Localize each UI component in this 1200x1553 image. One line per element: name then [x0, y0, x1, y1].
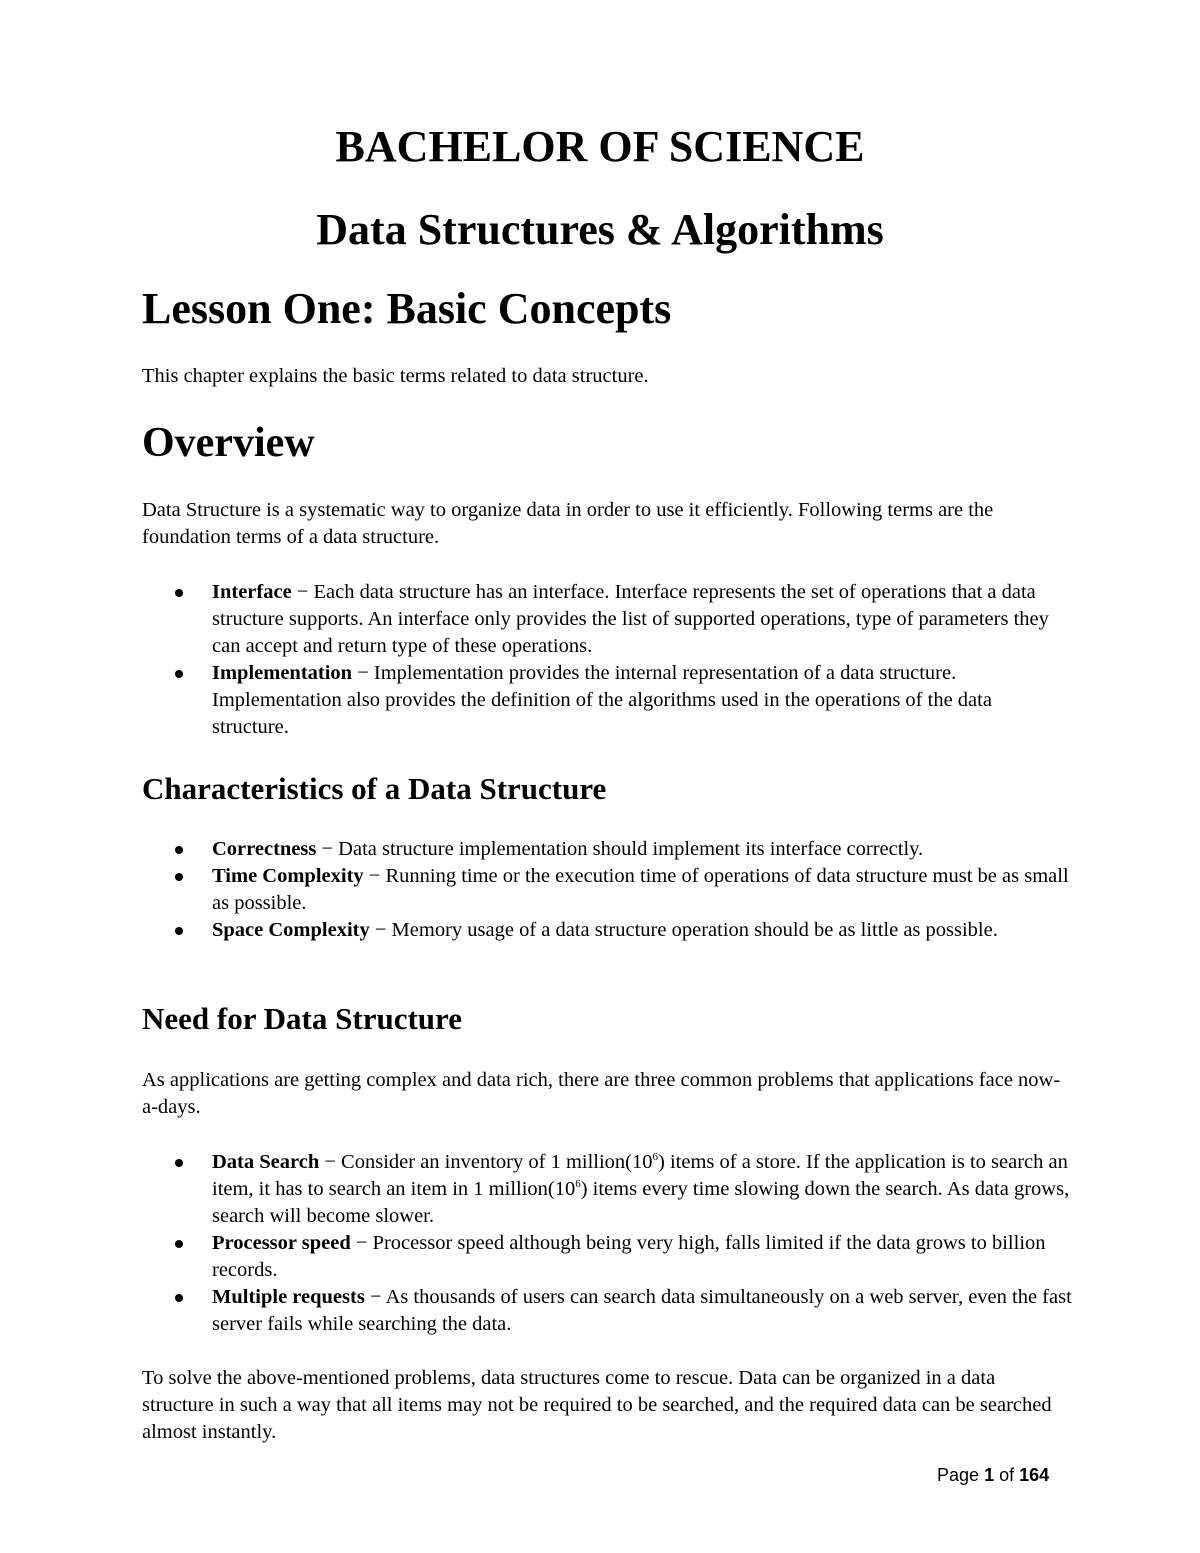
page-footer — [937, 1466, 1049, 1484]
exponent-a: 6 — [652, 1151, 659, 1164]
bullet-icon — [175, 670, 183, 678]
document-subtitle: Data Structures & Algorithms — [316, 205, 884, 254]
characteristics-list — [142, 836, 1072, 944]
definition-interface: − Each data structure has an interface. Interface represents the set of operations that a data structure supports. An interface only provides the list of supported operations, type of parameters they can accept and return type of these operations. — [212, 581, 1049, 657]
need-paragraph: As applications are getting complex and data rich, there are three common problems that applications face now-a-days. — [142, 1069, 1061, 1118]
intro-paragraph: This chapter explains the basic terms related to data structure. — [142, 365, 649, 387]
list-item-time-complexity — [142, 863, 1072, 917]
list-item-correctness — [142, 836, 1072, 863]
closing-paragraph: To solve the above-mentioned problems, data structures come to rescue. Data can be organized in a data structure in such a way that all items may not be required to be searched, and the required data can be searched almost instantly. — [142, 1367, 1052, 1443]
bullet-icon — [175, 589, 183, 597]
definition-implementation: − Implementation provides the internal representation of a data structure. Implementation also provides the definition of the algorithms used in the operations of the data structure. — [212, 662, 992, 738]
term-space-complexity: Space Complexity — [212, 919, 370, 941]
list-item-data-search — [142, 1149, 1072, 1230]
definition-processor-speed: − Processor speed although being very high, falls limited if the data grows to billion records. — [212, 1232, 1046, 1281]
definition-data-search-part-a: − Consider an inventory of 1 million(10 — [319, 1151, 653, 1173]
bullet-icon — [175, 1294, 183, 1302]
definition-data-search-part-b: ) items of a store. If the application is to search an item, it has to search an item in 1 million(10 — [212, 1151, 1068, 1200]
list-item-processor-speed — [142, 1230, 1072, 1284]
need-list — [142, 1149, 1072, 1338]
of-label: of — [999, 1465, 1015, 1485]
characteristics-heading: Characteristics of a Data Structure — [142, 771, 607, 806]
bullet-icon — [175, 1159, 183, 1167]
definition-time-complexity: − Running time or the execution time of operations of data structure must be as small as possible. — [212, 865, 1069, 914]
list-item-multiple-requests — [142, 1284, 1072, 1338]
overview-list — [142, 579, 1072, 741]
need-heading: Need for Data Structure — [142, 1001, 462, 1036]
list-item-implementation — [142, 660, 1072, 741]
term-implementation: Implementation — [212, 662, 353, 684]
term-data-search: Data Search — [212, 1151, 320, 1173]
lesson-heading: Lesson One: Basic Concepts — [142, 284, 672, 333]
overview-paragraph: Data Structure is a systematic way to organize data in order to use it efficiently. Following terms are the foundation terms of a data structure. — [142, 499, 994, 548]
page-label: Page — [937, 1465, 980, 1485]
exponent-b: 6 — [575, 1178, 581, 1191]
list-item-space-complexity — [142, 917, 1072, 944]
bullet-icon — [175, 846, 183, 854]
bullet-icon — [175, 927, 183, 935]
page-number: 1 — [984, 1465, 995, 1485]
total-pages: 164 — [1019, 1465, 1050, 1485]
term-multiple-requests: Multiple requests — [212, 1286, 365, 1308]
term-processor-speed: Processor speed — [212, 1232, 351, 1254]
term-interface: Interface — [212, 581, 292, 603]
definition-multiple-requests: − As thousands of users can search data simultaneously on a web server, even the fast server fails while searching the data. — [212, 1286, 1072, 1335]
overview-heading: Overview — [142, 420, 315, 466]
term-correctness: Correctness — [212, 838, 317, 860]
definition-correctness: − Data structure implementation should implement its interface correctly. — [316, 838, 924, 860]
definition-space-complexity: − Memory usage of a data structure operation should be as little as possible. — [369, 919, 998, 941]
bullet-icon — [175, 873, 183, 881]
definition-data-search-part-c: ) items every time slowing down the search. As data grows, search will become slower. — [212, 1178, 1070, 1227]
bullet-icon — [175, 1240, 183, 1248]
list-item-interface — [142, 579, 1072, 660]
term-time-complexity: Time Complexity — [212, 865, 364, 887]
document-title: BACHELOR OF SCIENCE — [335, 122, 865, 171]
